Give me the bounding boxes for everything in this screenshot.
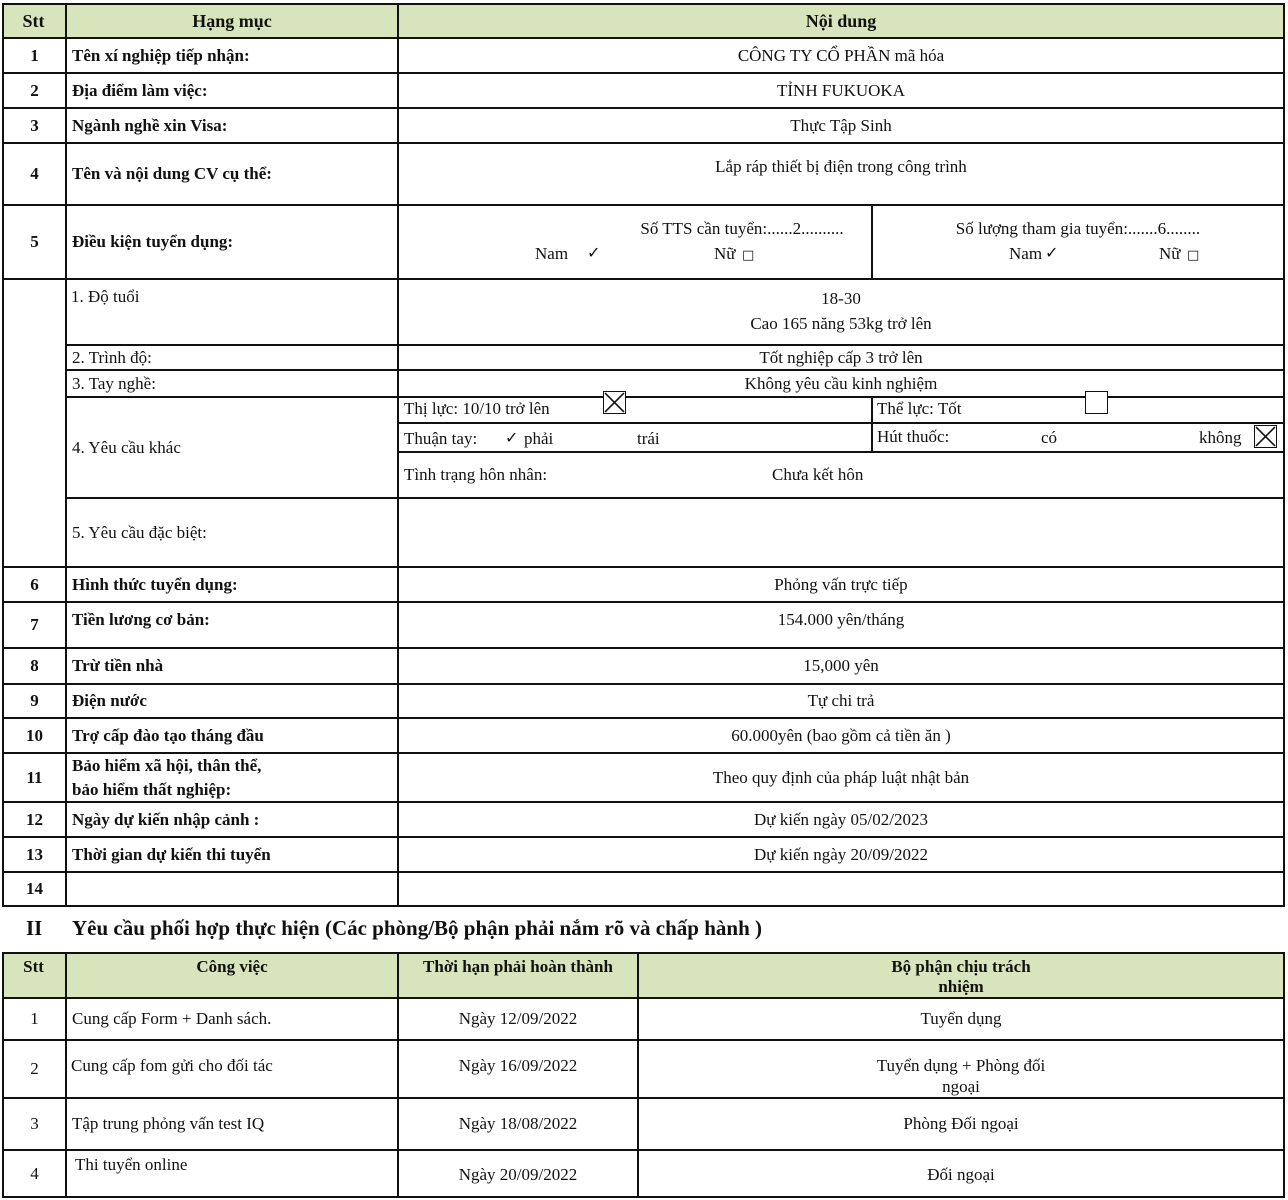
task-cell: Cung cấp fom gửi cho đối tác: [71, 1056, 273, 1075]
table2-header-stt: Stt: [23, 957, 44, 976]
value-education: Tốt nghiệp cấp 3 trở lên: [759, 347, 923, 367]
table-row-number: 1: [30, 1009, 39, 1028]
eyesight-label: Thị lực: 10/10 trở lên: [404, 399, 550, 418]
gender-male-label: Nam: [535, 244, 569, 263]
value-job-description: Lắp ráp thiết bị điện trong công trình: [715, 157, 967, 176]
dept-line-1: Tuyển dụng: [920, 1009, 1002, 1028]
smoking-label: Hút thuốc:: [877, 427, 950, 446]
dept-cell: [639, 1055, 1283, 1097]
value-special-requirements: [399, 499, 1283, 566]
marital-value: Chưa kết hôn: [772, 465, 864, 484]
row-number: 7: [30, 615, 39, 634]
table2-header-task: Công việc: [196, 957, 268, 976]
fitness-label: Thể lực: Tốt: [877, 399, 962, 418]
deadline-cell: Ngày 12/09/2022: [458, 1009, 578, 1028]
row-number: 6: [30, 574, 39, 594]
deadline-cell: Ngày 16/09/2022: [458, 1056, 578, 1075]
table-row-number: 2: [30, 1059, 39, 1078]
label-location: Địa điểm làm việc:: [72, 80, 208, 100]
label-age: 1. Độ tuổi: [71, 287, 140, 306]
empty-checkbox-icon: □: [1187, 248, 1200, 263]
label-insurance: [67, 754, 397, 801]
task-cell: Thi tuyển online: [75, 1155, 188, 1174]
table-row-number: 3: [30, 1114, 39, 1133]
row-number: 14: [26, 879, 43, 898]
table2-header-deadline: Thời hạn phải hoàn thành: [423, 957, 613, 976]
handedness-label: Thuận tay:: [404, 429, 478, 448]
value-entry-date: Dự kiến ngày 05/02/2023: [753, 809, 928, 829]
value-company: CÔNG TY CỔ PHẦN mã hóa: [737, 45, 945, 65]
label-education: 2. Trình độ:: [72, 347, 152, 367]
header-category: Hạng mục: [192, 10, 272, 31]
label-skill: 3. Tay nghề:: [72, 373, 156, 393]
participants-count: Số lượng tham gia tuyển:.......6........: [955, 219, 1201, 238]
dept-header-line-2: nhiệm: [938, 977, 984, 996]
row-number: 1: [30, 45, 39, 65]
smoking-no-option: không: [1199, 428, 1242, 447]
label-special-requirements: 5. Yêu cầu đặc biệt:: [72, 522, 207, 542]
value-insurance: Theo quy định của pháp luật nhật bản: [712, 767, 970, 787]
tts-count: Số TTS cần tuyển:......2..........: [640, 219, 844, 238]
dept-line-2: ngoại: [942, 1077, 980, 1096]
marital-label: Tình trạng hôn nhân:: [404, 465, 548, 484]
dept-cell: [639, 999, 1283, 1039]
label-utilities: Điện nước: [72, 691, 147, 710]
label-company: Tên xí nghiệp tiếp nhận:: [72, 45, 250, 65]
deadline-cell: Ngày 20/09/2022: [458, 1165, 578, 1184]
label-empty: [67, 873, 397, 905]
label-exam-date: Thời gian dự kiến thi tuyển: [72, 844, 271, 864]
value-recruit-method: Phỏng vấn trực tiếp: [774, 574, 908, 594]
table2-header-dept: [639, 957, 1283, 997]
value-location: TỈNH FUKUOKA: [777, 80, 905, 100]
left-hand-option: trái: [637, 429, 660, 448]
row-number: 4: [30, 164, 39, 183]
value-training-allowance: 60.000yên (bao gồm cả tiền ăn ): [731, 725, 951, 745]
label-housing-deduction: Trừ tiền nhà: [72, 656, 164, 675]
task-cell: Cung cấp Form + Danh sách.: [72, 1009, 272, 1028]
checked-box-icon: [603, 391, 626, 414]
empty-checkbox-icon: [1085, 391, 1108, 414]
insurance-line-2: bảo hiểm thất nghiệp:: [72, 780, 232, 799]
row-number: 9: [30, 691, 39, 710]
task-cell: Tập trung phỏng vấn test IQ: [72, 1114, 265, 1133]
physique: Cao 165 năng 53kg trở lên: [750, 314, 932, 333]
gender-male-label: Nam: [1009, 244, 1043, 263]
label-recruit-method: Hình thức tuyển dụng:: [72, 574, 238, 594]
row-number: 12: [26, 809, 43, 829]
label-entry-date: Ngày dự kiến nhập cảnh :: [72, 809, 260, 829]
value-base-salary: 154.000 yên/tháng: [777, 610, 905, 629]
label-other-requirements: 4. Yêu cầu khác: [72, 437, 181, 457]
insurance-line-1: Bảo hiểm xã hội, thân thể,: [72, 756, 262, 775]
row-number: 5: [30, 232, 39, 251]
empty-checkbox-icon: □: [742, 248, 755, 263]
gender-female-label: Nữ: [1159, 244, 1181, 263]
label-job-description: Tên và nội dung CV cụ thể:: [72, 164, 272, 183]
label-training-allowance: Trợ cấp đào tạo tháng đầu: [72, 725, 264, 745]
value-empty: [399, 873, 1283, 905]
dept-cell: Phòng Đối ngoại: [903, 1114, 1019, 1133]
age-range: 18-30: [821, 289, 861, 308]
row-number: 10: [26, 725, 43, 745]
table-row-number: 4: [30, 1163, 39, 1183]
value-visa-job: Thực Tập Sinh: [790, 115, 892, 135]
row-number: 8: [30, 656, 39, 675]
value-housing-deduction: 15,000 yên: [803, 656, 879, 675]
header-stt: Stt: [22, 10, 45, 31]
section-number: II: [26, 916, 43, 940]
dept-line-1: Tuyển dụng + Phòng đối: [876, 1056, 1046, 1075]
deadline-cell: Ngày 18/08/2022: [458, 1114, 578, 1133]
value-skill: Không yêu cầu kinh nghiệm: [744, 373, 938, 393]
row-number: 11: [26, 767, 43, 787]
check-icon: ✓: [587, 243, 601, 262]
row-number: 3: [30, 115, 39, 135]
right-hand-option: phải: [524, 429, 554, 448]
check-icon: ✓: [1045, 243, 1059, 262]
label-base-salary: Tiền lương cơ bản:: [72, 610, 210, 629]
label-visa-job: Ngành nghề xin Visa:: [72, 115, 228, 135]
label-recruit-conditions: Điều kiện tuyển dụng:: [72, 232, 234, 251]
section-title: Yêu cầu phối hợp thực hiện (Các phòng/Bộ phận phải nắm rõ và chấp hành ): [72, 916, 762, 940]
check-icon: ✓: [505, 428, 519, 447]
gender-female-label: Nữ: [714, 244, 736, 263]
value-utilities: Tự chi trả: [807, 691, 875, 710]
value-exam-date: Dự kiến ngày 20/09/2022: [753, 844, 928, 864]
smoking-yes-option: có: [1041, 428, 1058, 447]
value-age: [399, 284, 1283, 338]
checked-box-icon: [1254, 425, 1277, 448]
dept-cell: Đối ngoại: [927, 1165, 995, 1184]
row-number: 13: [26, 844, 43, 864]
dept-header-line-1: Bộ phận chịu trách: [891, 957, 1031, 976]
header-content: Nội dung: [805, 10, 877, 31]
row-number: 2: [30, 80, 39, 100]
